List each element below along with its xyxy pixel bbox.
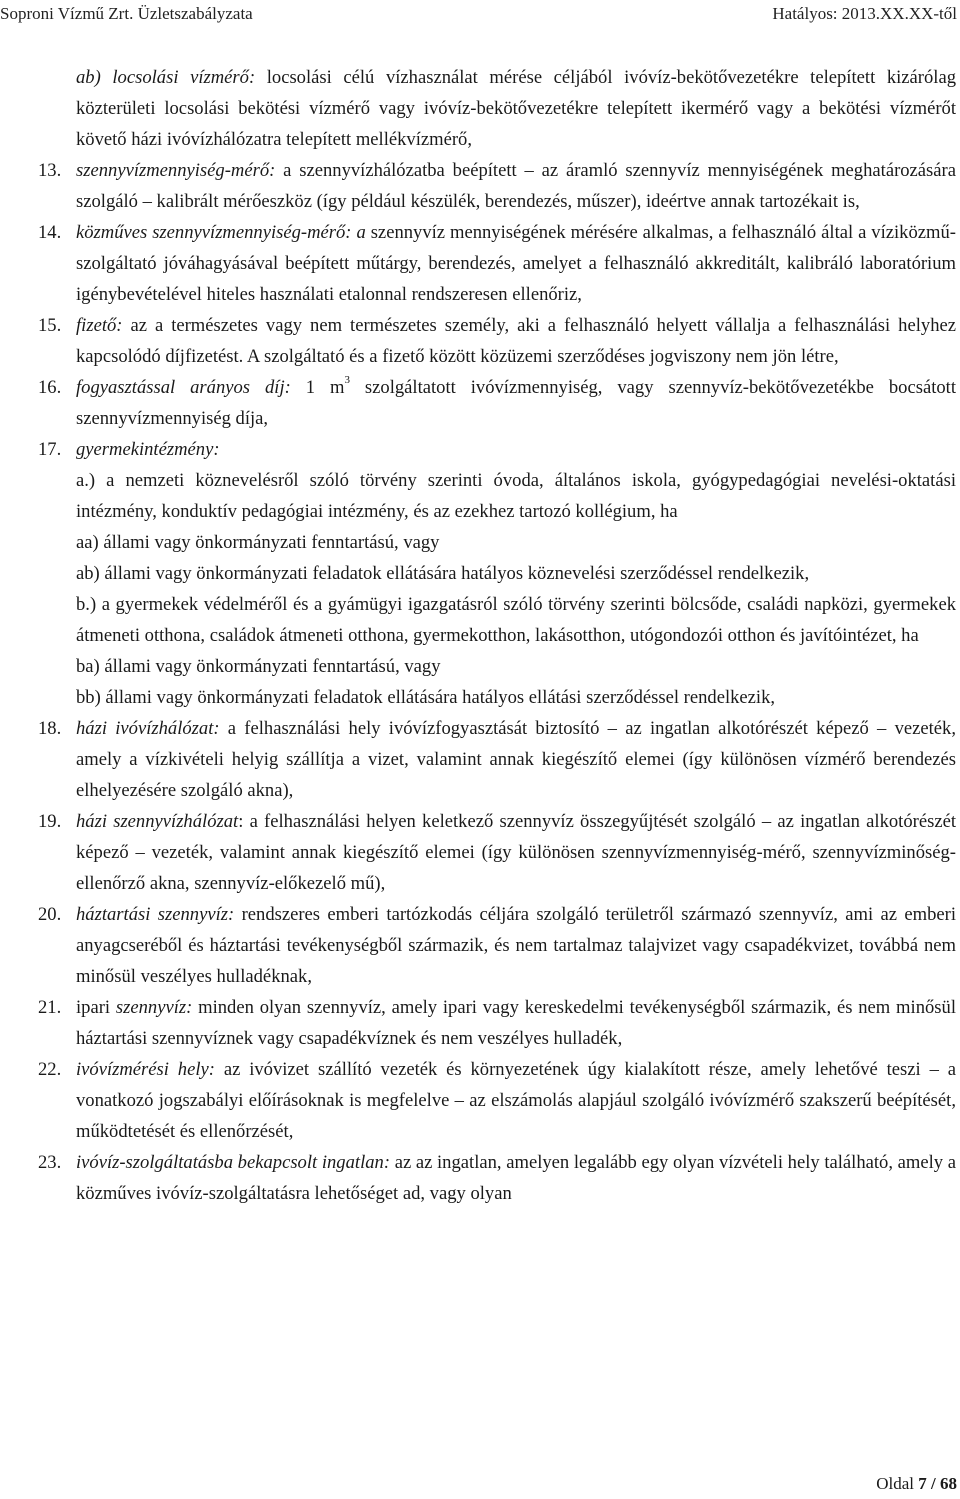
page-label: Oldal	[876, 1474, 919, 1493]
definition-term: házi szennyvízhálózat	[76, 811, 239, 832]
definition-item-13	[38, 155, 956, 217]
definition-text: az ivóvizet szállító vezeték és környezetének úgy kialakított része, amely lehetővé teszi – a vonatkozó jogszabályi előírásoknak is megfelelve – az elszámolás alapjául szolgáló ivóvízmérő szakszerű beépítését, működtetését és ellenőrzését,	[76, 1059, 956, 1142]
item-number: 17.	[38, 439, 62, 460]
item-number: 15.	[38, 315, 62, 336]
definition-text: minden olyan szennyvíz, amely ipari vagy kereskedelmi tevékenységből származik, és nem minősül háztartási szennyvíznek vagy csapadékvíznek és nem veszélyes hulladék,	[76, 997, 956, 1049]
definition-text: az a természetes vagy nem természetes személy, aki a felhasználó helyett vállalja a felhasználási helyhez kapcsolódó díjfizetést. A szolgáltató és a fizető között közüzemi szerződéses jogviszony nem jön létre,	[76, 315, 956, 367]
definition-term: ivóvíz-szolgáltatásba bekapcsolt ingatlan:	[76, 1152, 391, 1173]
sub-item: ba) állami vagy önkormányzati fenntartású, vagy	[76, 656, 441, 677]
definition-item-18	[38, 713, 956, 806]
definition-text: locsolási célú vízhasználat mérése céljából ivóvíz-bekötővezetékre telepített kizárólag közterületi locsolási bekötési vízmérő vagy ivóvíz-bekötővezetékre telepített ikermérő vagy a bekötési vízmérőt követő házi ivóvízhálózatra telepített mellékvízmérő,	[76, 67, 956, 150]
definition-item-15	[38, 310, 956, 372]
definition-text: a felhasználási hely ivóvízfogyasztását biztosító – az ingatlan alkotórészét képező – vezeték, amely a vízkivételi helyig szállítja a vizet, valamint annak kiegészítő elemei (így különösen vízmérő berendezés elhelyezésére szolgáló akna),	[76, 718, 957, 801]
item-number: 14.	[38, 222, 62, 243]
sub-item: bb) állami vagy önkormányzati feladatok ellátására hatályos ellátási szerződéssel rendelkezik,	[76, 687, 776, 708]
sub-item: aa) állami vagy önkormányzati fenntartású, vagy	[76, 532, 440, 553]
definition-item-17	[38, 434, 956, 713]
definition-term: szennyvíz:	[115, 997, 193, 1018]
definition-item-20	[38, 899, 956, 992]
item-number: 20.	[38, 904, 62, 925]
page-current: 7	[918, 1474, 927, 1493]
definition-term: ab) locsolási vízmérő:	[76, 67, 256, 88]
definition-item-16	[38, 372, 956, 434]
item-number: 22.	[38, 1059, 62, 1080]
definition-term: házi ivóvízhálózat:	[76, 718, 220, 739]
sub-item: b.) a gyermekek védelméről és a gyámügyi igazgatásról szóló törvény szerinti bölcsőde, családi napközi, gyermekek átmeneti otthona, családok átmeneti otthona, gyermekotthon, lakásotthon, utógondozói otthon és javítóintézet, ha	[76, 594, 956, 646]
definition-text: a szennyvízhálózatba beépített – az áramló szennyvíz mennyiségének meghatározására szolgáló – kalibrált mérőeszköz (így például készülék, berendezés, műszer), ideértve annak tartozékait is,	[76, 160, 956, 212]
definition-item-23	[38, 1147, 956, 1209]
item-number: 13.	[38, 160, 62, 181]
intro-paragraph	[38, 62, 956, 155]
sub-item: a.) a nemzeti köznevelésről szóló törvény szerinti óvoda, általános iskola, gyógypedagógiai nevelési-oktatási intézmény, konduktív pedagógiai intézmény, és az ezekhez tartozó kollégium, ha	[76, 470, 956, 522]
definition-term: fogyasztással arányos díj:	[76, 377, 291, 398]
sub-item: ab) állami vagy önkormányzati feladatok ellátására hatályos köznevelési szerződéssel rendelkezik,	[76, 563, 810, 584]
document-body	[38, 62, 956, 1209]
page-header	[0, 0, 960, 32]
definition-item-22	[38, 1054, 956, 1147]
definition-term: ivóvízmérési hely:	[76, 1059, 215, 1080]
definition-text: 1 m	[290, 377, 345, 398]
definition-term: közműves szennyvízmennyiség-mérő: a	[76, 222, 366, 243]
header-effective-date: Hatályos: 2013.XX.XX-től	[772, 4, 957, 23]
definition-term: fizető:	[76, 315, 123, 336]
header-title: Soproni Vízmű Zrt. Üzletszabályzata	[0, 4, 253, 23]
definition-item-14	[38, 217, 956, 310]
definition-item-21	[38, 992, 956, 1054]
definition-text: szolgáltatott ivóvízmennyiség, vagy szennyvíz-bekötővezetékbe bocsátott szennyvízmennyiség díja,	[76, 377, 956, 429]
page-footer	[876, 1474, 957, 1494]
definition-text: szennyvíz mennyiségének mérésére alkalmas, a felhasználó által a víziközmű-szolgáltató jóváhagyásával beépített műtárgy, berendezés, amelyet a felhasználó akkreditált, kalibráló laboratórium igénybevételével hiteles használati etalonnal rendszeresen ellenőriz,	[76, 222, 956, 305]
definition-text: rendszeres emberi tartózkodás céljára szolgáló területről származó szennyvíz, ami az emberi anyagcseréből és háztartási tevékenységből származik, és nem tartalmaz talajvizet vagy csapadékvizet, továbbá nem minősül veszélyes hulladéknak,	[76, 904, 956, 987]
definition-item-19	[38, 806, 956, 899]
definition-term: szennyvízmennyiség-mérő:	[76, 160, 276, 181]
superscript: 3	[344, 373, 350, 386]
item-number: 18.	[38, 718, 62, 739]
item-number: 19.	[38, 811, 62, 832]
definition-term: gyermekintézmény:	[76, 439, 220, 460]
item-number: 16.	[38, 377, 62, 398]
item-number: 21.	[38, 997, 62, 1018]
page-separator: /	[926, 1474, 940, 1493]
definition-term: háztartási szennyvíz:	[76, 904, 235, 925]
item-number: 23.	[38, 1152, 62, 1173]
definition-text: az az ingatlan, amelyen legalább egy olyan vízvételi hely található, amely a közműves ivóvíz-szolgáltatásra lehetőséget ad, vagy olyan	[76, 1152, 956, 1204]
page-total: 68	[940, 1474, 957, 1493]
definition-text: : a felhasználási helyen keletkező szennyvíz összegyűjtését szolgáló – az ingatlan alkotórészét képező – vezeték, valamint annak kiegészítő elemei (így különösen szennyvízmennyiség-mérő, szennyvízminőség-ellenőrző akna, szennyvíz-előkezelő mű),	[76, 811, 956, 894]
definition-term-prefix: ipari	[76, 997, 116, 1018]
